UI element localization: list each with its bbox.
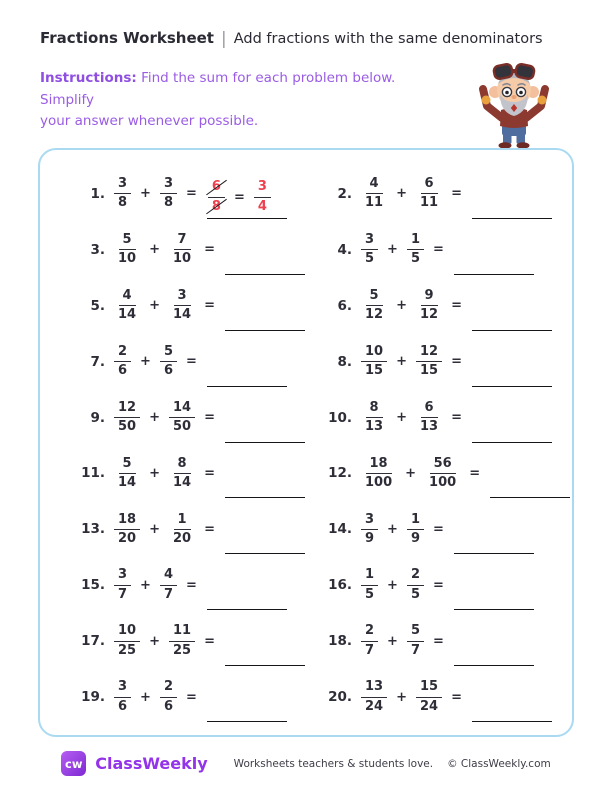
answer-blank-line [207,676,287,718]
fraction [160,176,177,212]
fraction [407,512,424,548]
plus-operator: + [140,186,151,202]
fraction-numerator: 2 [361,623,378,641]
problem-row [319,222,570,278]
fraction [114,567,131,603]
equals-sign: = [451,298,462,314]
fraction-numerator: 3 [174,288,191,306]
fraction-numerator: 3 [361,512,378,530]
footer-copyright[interactable]: © ClassWeekly.com [447,757,551,770]
problem-row [72,613,305,669]
fraction [114,679,131,715]
problem-number: 14. [328,521,352,538]
fraction-numerator: 2 [160,679,177,697]
answer-blank-line [454,229,534,271]
example-equals-sign: = [233,189,245,205]
fraction-numerator: 1 [407,512,424,530]
plus-operator: + [387,242,398,258]
footer-tagline: Worksheets teachers & students love. [233,757,434,770]
fraction-denominator: 100 [365,474,393,490]
equals-sign: = [204,298,215,314]
plus-operator: + [387,633,398,649]
worked-example [208,179,271,215]
fraction-numerator: 18 [114,512,140,530]
fraction [416,679,442,715]
fraction [169,512,195,548]
fraction-denominator: 5 [410,586,420,602]
plus-operator: + [396,298,407,314]
fraction [416,288,442,324]
fraction-numerator: 3 [114,176,131,194]
problem-number: 4. [337,241,352,258]
answer-blank-line [225,620,305,662]
fraction-denominator: 6 [118,363,128,379]
fraction [407,623,424,659]
problem-number: 11. [81,465,105,482]
equals-sign: = [433,521,444,537]
fraction-numerator: 4 [119,288,136,306]
problem-row [319,278,570,334]
problem-number: 15. [81,577,105,594]
page-footer [0,751,612,776]
answer-blank-line [207,341,287,383]
answer-blank-line [472,341,552,383]
fraction [416,176,442,212]
problem-number: 18. [328,633,352,650]
fraction-numerator: 1 [174,512,191,530]
fraction [169,456,195,492]
problem-row [72,166,305,222]
fraction [114,400,140,436]
equals-sign: = [186,186,197,202]
plus-operator: + [140,689,151,705]
page-header [40,28,543,49]
fraction [361,400,387,436]
fraction-numerator: 5 [366,288,383,306]
fraction [416,400,442,436]
fraction-numerator: 2 [407,567,424,585]
answer-blank-line [225,229,305,271]
answer-blank-line [225,285,305,327]
fraction-numerator: 3 [254,179,271,197]
fraction [361,679,387,715]
problem-number: 16. [328,577,352,594]
equals-sign: = [451,689,462,705]
problem-number: 17. [81,633,105,650]
fraction [361,623,378,659]
fraction-numerator: 12 [114,400,140,418]
fraction-numerator: 4 [160,567,177,585]
instructions-text [40,68,440,133]
fraction-numerator: 3 [114,567,131,585]
example-fraction [254,179,271,215]
fraction-numerator: 14 [169,400,195,418]
fraction-numerator: 7 [174,232,191,250]
fraction-denominator: 25 [118,642,137,658]
equals-sign: = [451,354,462,370]
fraction [361,288,387,324]
fraction-numerator: 6 [421,400,438,418]
fraction [160,567,177,603]
brand-name[interactable]: ClassWeekly [95,754,208,773]
fraction-denominator: 11 [365,195,384,211]
fraction-denominator: 8 [118,195,128,211]
boy-with-goggles-illustration [472,56,556,150]
fraction-numerator: 8 [366,400,383,418]
fraction [407,567,424,603]
fraction [114,344,131,380]
problem-number: 7. [90,353,105,370]
fraction-numerator: 13 [361,679,387,697]
answer-blank-line [472,397,552,439]
fraction [169,400,195,436]
plus-operator: + [149,465,160,481]
equals-sign: = [204,633,215,649]
fraction-denominator: 14 [118,307,137,323]
fraction [169,232,195,268]
fraction-denominator: 4 [257,198,267,214]
fraction [114,176,131,212]
fraction-denominator: 5 [365,586,375,602]
answer-blank-line [225,508,305,550]
fraction-numerator: 1 [407,232,424,250]
fraction-denominator: 15 [420,363,439,379]
fraction-numerator: 3 [114,679,131,697]
example-fraction [208,179,225,215]
fraction-denominator: 50 [173,419,192,435]
instructions-line2: your answer whenever possible. [40,113,259,130]
page-title: Fractions Worksheet [40,29,214,47]
fraction-numerator: 4 [366,176,383,194]
problem-row [319,334,570,390]
problem-row [319,446,570,502]
fraction-denominator: 6 [163,363,173,379]
problem-number: 3. [90,241,105,258]
plus-operator: + [396,410,407,426]
fraction [114,288,140,324]
fraction-denominator: 8 [163,195,173,211]
problem-row [319,501,570,557]
problem-number: 19. [81,689,105,706]
problem-number: 8. [337,353,352,370]
fraction-denominator: 15 [365,363,384,379]
plus-operator: + [149,410,160,426]
equals-sign: = [451,410,462,426]
fraction [361,567,378,603]
problem-number: 9. [90,409,105,426]
answer-blank-line [472,173,552,215]
fraction-denominator: 100 [429,474,457,490]
fraction [416,344,442,380]
plus-operator: + [149,633,160,649]
answer-blank-line [490,452,570,494]
fraction-denominator: 13 [365,419,384,435]
plus-operator: + [149,521,160,537]
fraction-denominator: 13 [420,419,439,435]
fraction-denominator: 10 [118,251,137,267]
equals-sign: = [204,242,215,258]
fraction-denominator: 8 [208,198,225,215]
fraction [160,679,177,715]
equals-sign: = [186,577,197,593]
equals-sign: = [204,465,215,481]
problem-number: 1. [90,185,105,202]
fraction [425,456,460,492]
fraction-denominator: 7 [163,586,173,602]
fraction-denominator: 7 [410,642,420,658]
problem-row [72,390,305,446]
fraction-numerator: 18 [366,456,392,474]
answer-blank-line [225,452,305,494]
problem-number: 10. [328,409,352,426]
fraction-numerator: 11 [169,623,195,641]
fraction-denominator: 25 [173,642,192,658]
equals-sign: = [204,410,215,426]
fraction-numerator: 5 [119,232,136,250]
fraction [361,344,387,380]
fraction-numerator: 3 [160,176,177,194]
plus-operator: + [396,186,407,202]
fraction-denominator: 14 [118,474,137,490]
problem-number: 5. [90,297,105,314]
equals-sign: = [469,465,481,481]
problem-row [72,669,305,725]
instructions-label: Instructions: [40,70,137,86]
plus-operator: + [396,354,407,370]
problem-number: 13. [81,521,105,538]
fraction-denominator: 5 [365,251,375,267]
fraction [160,344,177,380]
instructions-line1: Find the sum for each problem below. Simplify [40,70,396,108]
fraction-numerator: 9 [421,288,438,306]
fraction-denominator: 5 [410,251,420,267]
classweekly-logo-icon: cw [61,751,86,776]
answer-blank-line [472,676,552,718]
equals-sign: = [433,633,444,649]
equals-sign: = [186,689,197,705]
fraction-numerator: 2 [114,344,131,362]
fraction-numerator: 15 [416,679,442,697]
problem-row [72,334,305,390]
fraction [114,232,140,268]
plus-operator: + [140,577,151,593]
problems-grid [72,166,554,725]
equals-sign: = [204,521,215,537]
fraction [361,232,378,268]
fraction-denominator: 10 [173,251,192,267]
fraction-denominator: 11 [420,195,439,211]
problems-box [38,148,574,737]
fraction-denominator: 20 [173,530,192,546]
title-separator: | [220,29,227,49]
answer-blank-line [454,564,534,606]
fraction-numerator: 5 [119,456,136,474]
equals-sign: = [433,242,444,258]
problem-row [72,278,305,334]
answer-blank-line [454,508,534,550]
equals-sign: = [186,354,197,370]
fraction-denominator: 20 [118,530,137,546]
problem-row [319,166,570,222]
fraction [407,232,424,268]
fraction-numerator: 12 [416,344,442,362]
plus-operator: + [387,521,398,537]
fraction [114,456,140,492]
fraction [361,456,396,492]
plus-operator: + [387,577,398,593]
fraction-denominator: 50 [118,419,137,435]
fraction [361,512,378,548]
plus-operator: + [149,298,160,314]
problem-row [72,557,305,613]
problem-row [319,557,570,613]
plus-operator: + [140,354,151,370]
fraction-denominator: 7 [118,586,128,602]
problem-number: 12. [328,465,352,482]
problem-row [72,501,305,557]
answer-blank-line [207,173,287,215]
answer-blank-line [472,285,552,327]
equals-sign: = [451,186,462,202]
fraction [361,176,387,212]
fraction-denominator: 12 [365,307,384,323]
fraction-numerator: 6 [421,176,438,194]
fraction-numerator: 8 [174,456,191,474]
problem-row [319,390,570,446]
problem-row [319,669,570,725]
answer-blank-line [225,397,305,439]
plus-operator: + [149,242,160,258]
plus-operator: + [405,465,417,481]
problem-number: 2. [337,185,352,202]
plus-operator: + [396,689,407,705]
fraction [169,288,195,324]
problem-row [72,446,305,502]
fraction-denominator: 14 [173,474,192,490]
equals-sign: = [433,577,444,593]
fraction-numerator: 5 [407,623,424,641]
fraction-numerator: 10 [361,344,387,362]
fraction-denominator: 24 [420,698,439,714]
fraction-denominator: 14 [173,307,192,323]
fraction-denominator: 9 [365,530,375,546]
fraction-numerator: 3 [361,232,378,250]
problem-number: 20. [328,689,352,706]
fraction [169,623,195,659]
problem-row [319,613,570,669]
fraction-numerator: 10 [114,623,140,641]
fraction-denominator: 7 [365,642,375,658]
fraction [114,623,140,659]
answer-blank-line [207,564,287,606]
fraction-numerator: 56 [430,456,456,474]
fraction-denominator: 6 [163,698,173,714]
problem-row [72,222,305,278]
problem-number: 6. [337,297,352,314]
page-subtitle: Add fractions with the same denominators [233,31,543,47]
fraction-denominator: 9 [410,530,420,546]
fraction [114,512,140,548]
answer-blank-line [454,620,534,662]
fraction-denominator: 24 [365,698,384,714]
fraction-numerator: 1 [361,567,378,585]
fraction-numerator: 5 [160,344,177,362]
fraction-denominator: 12 [420,307,439,323]
fraction-numerator: 6 [208,179,225,197]
fraction-denominator: 6 [118,698,128,714]
